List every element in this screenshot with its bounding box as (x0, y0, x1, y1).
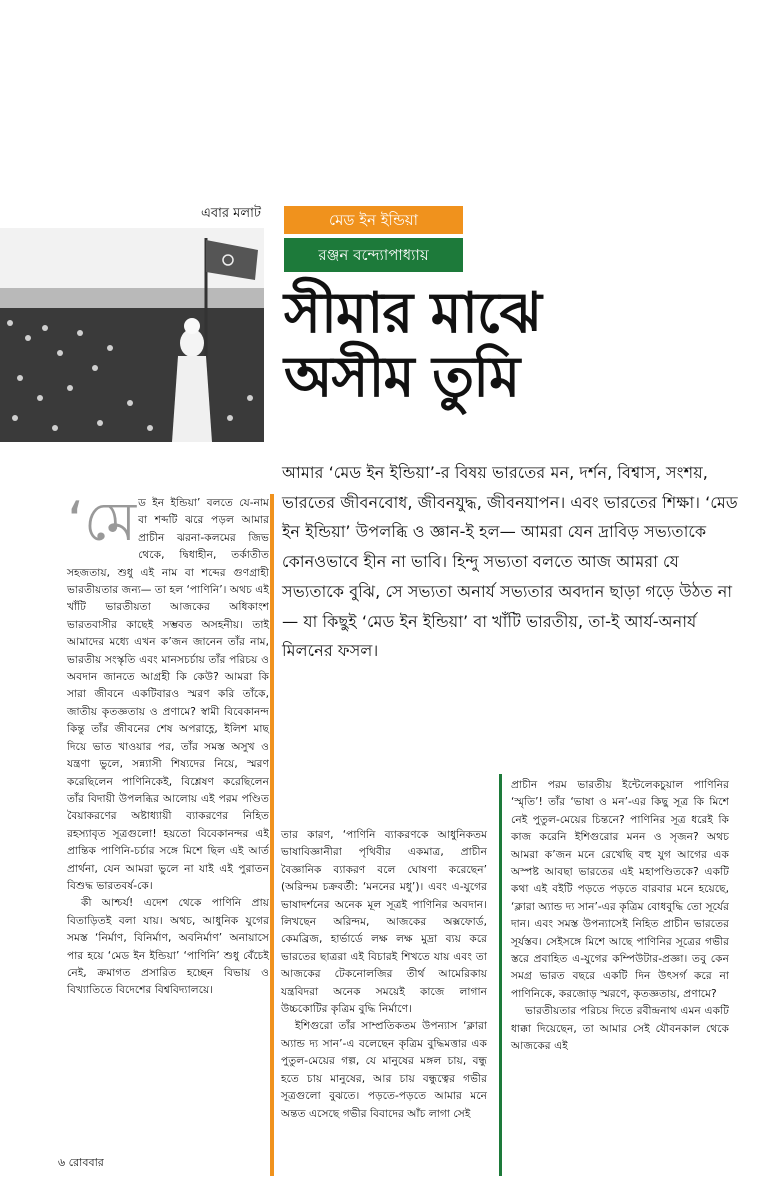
article-column-1 (67, 490, 269, 999)
article-column-3 (511, 776, 729, 1055)
drop-cap: ‘মে (67, 490, 137, 553)
column-2-paragraph-1: তার কারণ, ‘পাণিনি ব্যাকরণকে আধুনিকতম ভাষাবিজ্ঞানীরা পৃথিবীর একমাত্র, প্রাচীন বৈজ্ঞানিক ব্যাকরণ বলে ঘোষণা করেছেন’ (অরিন্দম চক্রবর্তী: ‘মননের মধু’)। এবং এ-যুগের ভাষাদর্শনের অনেক মূল সূত্রই পাণিনির অবদান। লিখছেন অরিন্দম, আজকের অক্সফোর্ড, কেমব্রিজ, হার্ভার্ডে লক্ষ লক্ষ মুদ্রা ব্যয় করে ভারতের ছাত্ররা এই বিচারই শিখতে যায় এবং তা আজকের টেকনোলজির তীর্থ আমেরিকায় যন্ত্রবিদরা অনেক সময়েই কাজে লাগান উচ্চকোটির কৃত্রিম বুদ্ধি নির্মাণে। (281, 828, 487, 1016)
column-1-paragraph-2: কী আশ্চর্য! এদেশ থেকে পাণিনি প্রায় বিতাড়িতই বলা যায়। অথচ, আধুনিক যুগের সমস্ত ‘নির্মাণ, বিনির্মাণ, অবনির্মাণ’ অনায়াসে পার হয়ে ‘মেড ইন ইন্ডিয়া’ ‘পাণিনি’ শুধু বেঁচেই নেই, ক্রমাগত প্রসারিত হচ্ছেন বিভায় ও বিখ্যাতিতে বিদেশের বিশ্ববিদ্যালয়ে। (67, 896, 269, 997)
page-footer: ৬ রোববার (58, 1156, 104, 1169)
cover-photo (0, 228, 264, 442)
crowd-photo-illustration (0, 228, 264, 442)
headline (284, 282, 754, 410)
green-column-rule (499, 774, 502, 1176)
intro-paragraph: আমার ‘মেড ইন ইন্ডিয়া’-র বিষয় ভারতের মন, দর্শন, বিশ্বাস, সংশয়, ভারতের জীবনবোধ, জীবনযুদ্ধ, জীবনযাপন। এবং ভারতের শিক্ষা। ‘মেড ইন ইন্ডিয়া’ উপলব্ধি ও জ্ঞান-ই হল— আমরা যেন দ্রাবিড় সভ্যতাকে কোনওভাবে হীন না ভাবি। হিন্দু সভ্যতা বলতে আজ আমরা যে সভ্যতাকে বুঝি, সে সভ্যতা অনার্য সভ্যতার অবদান ছাড়া গড়ে উঠত না— যা কিছুই ‘মেড ইন ইন্ডিয়া’ বা খাঁটি ভারতীয়, তা-ই আর্য-অনার্য মিলনের ফসল। (282, 463, 738, 661)
column-3-paragraph-1: প্রাচীন পরম ভারতীয় ইন্টেলেকচুয়াল পাণিনির ‘স্মৃতি’! তাঁর ‘ভাষা ও মন’-এর কিছু সূত্র কি মিশে নেই পুতুল-মেয়ের চিন্তনে? পাণিনির সূত্র ধরেই কি কাজ করেনি ইশিগুরোর মনন ও সৃজন? অথচ আমরা ক’জন মনে রেখেছি বহু যুগ আগের এক অস্পষ্ট আবছা ভারতের এই মহাপণ্ডিতকে? একটি কথা এই বইটি পড়তে পড়তে বারবার মনে হয়েছে, ‘ক্লারা অ্যান্ড দ্য সান’-এর কৃত্রিম বোধবুদ্ধি তো সূর্যের দান। এবং সমস্ত উপন্যাসেই নিহিত প্রাচীন ভারতের সূর্যস্তব। সেইসঙ্গে মিশে আছে পাণিনির সূত্রের গভীর স্তরে প্রবাহিত এ-যুগের কম্পিউটার-প্রজ্ঞা। তবু কেন সমগ্র ভারত বছরে একটি দিন উৎসর্গ করে না পাণিনিকে, করজোড় স্মরণে, কৃতজ্ঞতায়, প্রণামে? (511, 778, 729, 1000)
article-column-2 (281, 826, 487, 1122)
headline-line-1: সীমার মাঝে (284, 281, 541, 346)
column-2-paragraph-2: ইশিগুরো তাঁর সাম্প্রতিকতম উপন্যাস ‘ক্লারা অ্যান্ড দ্য সান’-এ বলেছেন কৃত্রিম বুদ্ধিমত্তার এক পুতুল-মেয়ের গল্প, যে মানুষের মঙ্গল চায়, বন্ধু হতে চায় মানুষের, আর চায় বন্ধুত্বের গভীর সূত্রগুলো বুঝতে। পড়তে-পড়তে আমার মনে অন্তত এসেছে গভীর বিবাদের আঁচ লাগা সেই (281, 1019, 487, 1120)
series-tag: মেড ইন ইন্ডিয়া (284, 206, 463, 234)
column-3-paragraph-2: ভারতীয়তার পরিচয় দিতে রবীন্দ্রনাথ এমন একটি ধাক্কা দিয়েছেন, তা আমার সেই যৌবনকাল থেকে আজকের এই (511, 1004, 729, 1053)
section-label: এবার মলাট (201, 206, 261, 221)
orange-column-rule (270, 494, 274, 1176)
column-1-paragraph-1: ড ইন ইন্ডিয়া’ বলতে যে-নাম বা শব্দটি ঝরে পড়ল আমার প্রাচীন ঝরনা-কলমের জিভ থেকে, দ্বিধাহীন, তর্কাতীত সহজতায়, শুধু এই নাম বা শব্দের গুণগ্রাহী ভারতীয়তার জন্য— তা হল ‘পাণিনি’। অথচ এই খাঁটি ভারতীয়তা আজকের অধিকাংশ ভারতবাসীর কাছেই সম্ভবত অসহনীয়। তাই আমাদের মধ্যে এখন ক’জন জানেন তাঁর নাম, ভারতীয় সংস্কৃতি এবং মানসচর্চায় তাঁর পরিচয় ও অবদান জানতে আগ্রহী কি কেউ? আমরা কি সারা জীবনে একটিবারও স্মরণ করি তাঁকে, জাতীয় কৃতজ্ঞতায় ও প্রণামে? স্বামী বিবেকানন্দ কিন্তু তাঁর জীবনের শেষ অপরাহ্ণে, ইলিশ মাছ দিয়ে ভাত খাওয়ার পর, তাঁর সমস্ত অসুখ ও যন্ত্রণা ভুলে, সন্ন্যাসী শিষ্যদের নিয়ে, স্মরণ করেছিলেন পাণিনিকেই, বিশ্লেষণ করেছিলেন তাঁর বিদায়ী উপলব্ধির আলোয় এই পরম পণ্ডিত বৈয়াকরণের অষ্টাধ্যায়ী ব্যাকরণের নিহিত রহস্যাবৃত সূত্রগুলো! হয়তো বিবেকানন্দর এই প্রান্তিক পাণিনি-চর্চার সঙ্গে মিশে ছিল এই আর্ত প্রার্থনা, যেন আমরা ভুলে না যাই এই পুরাতন বিশুদ্ধ ভারতবর্ষ-কে। (67, 496, 269, 892)
author-tag: রঞ্জন বন্দ্যোপাধ্যায় (284, 238, 463, 272)
headline-line-2: অসীম তুমি (284, 345, 520, 410)
